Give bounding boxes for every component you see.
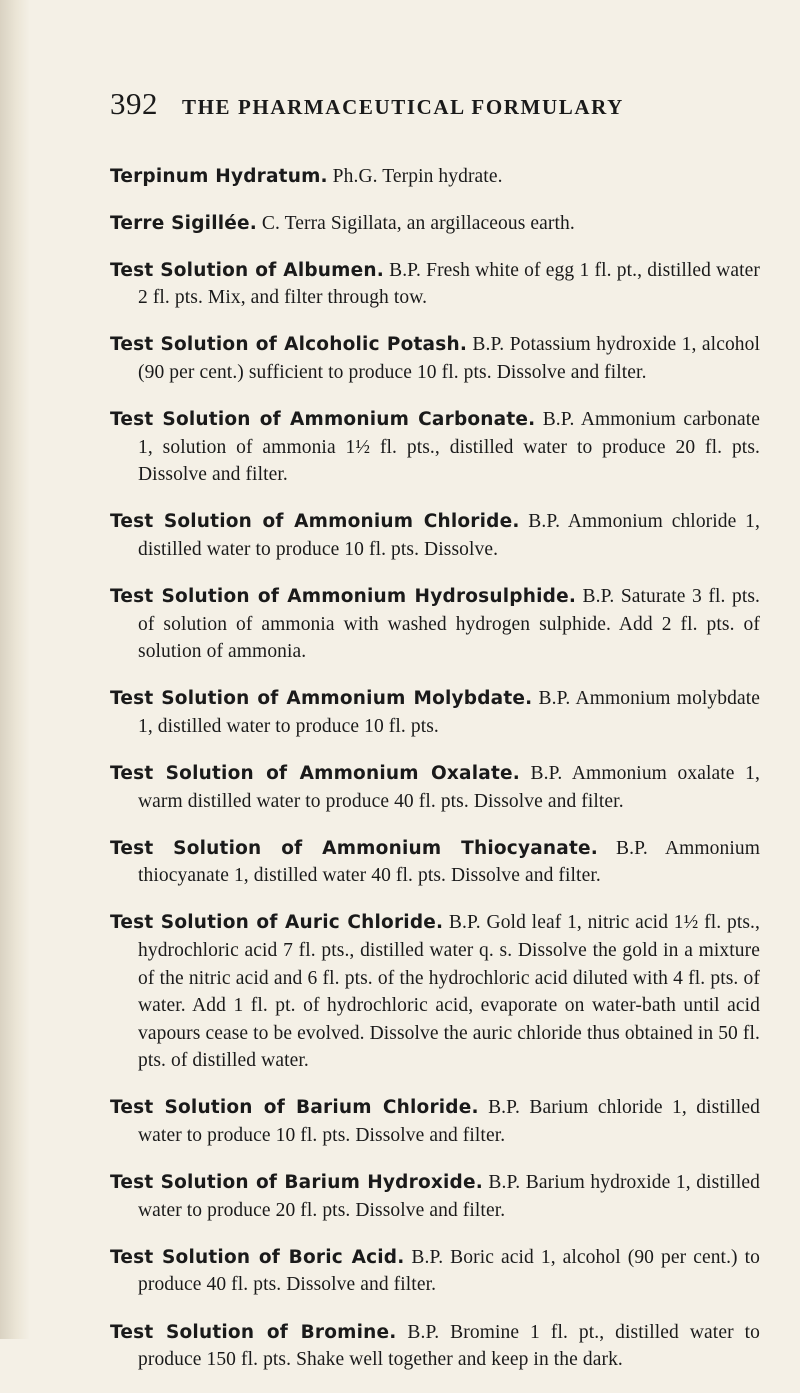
entry-body: B.P. Saturate 3 fl. pts. of solution of ammonia with washed hydrogen sulphide. Add 2 fl. pts. of solution of ammonia. bbox=[138, 586, 760, 663]
entry-title: Test Solution of Ammonium Oxalate. bbox=[110, 763, 520, 784]
running-head: THE PHARMACEUTICAL FORMULARY bbox=[182, 95, 624, 119]
entry-title: Test Solution of Alcoholic Potash. bbox=[110, 334, 468, 356]
entry-body: B.P. Bromine 1 fl. pt., distilled water to produce 150 fl. pts. Shake well together and keep in the dark. bbox=[138, 1321, 760, 1371]
entry-body: B.P. Fresh white of egg 1 fl. pt., distilled water 2 fl. pts. Mix, and filter through tow. bbox=[138, 259, 760, 309]
entry-bromine bbox=[110, 1319, 760, 1374]
entry-title: Terpinum Hydratum. bbox=[110, 165, 328, 187]
entry-title: Test Solution of Boric Acid. bbox=[110, 1246, 405, 1268]
entry-body: Ph.G. Terpin hydrate. bbox=[332, 165, 503, 187]
entry-title: Test Solution of Barium Chloride. bbox=[110, 1097, 479, 1119]
page-number: 392 bbox=[110, 86, 158, 121]
entry-body: B.P. Barium hydroxide 1, distilled water to produce 20 fl. pts. Dissolve and filter. bbox=[138, 1172, 760, 1221]
entry-body: C. Terra Sigillata, an argillaceous earth. bbox=[261, 212, 575, 234]
entry-body: B.P. Ammonium thiocyanate 1, distilled water 40 fl. pts. Dissolve and filter. bbox=[138, 837, 761, 887]
entry-auric-chloride bbox=[110, 909, 760, 1075]
entry-body: B.P. Ammonium chloride 1, distilled water to produce 10 fl. pts. Dissolve. bbox=[138, 511, 761, 560]
entry-title: Terre Sigillée. bbox=[110, 212, 257, 234]
entry-ammonium-thiocyanate bbox=[110, 835, 760, 890]
entry-title: Test Solution of Ammonium Hydrosulphide. bbox=[110, 586, 577, 608]
entry-ammonium-molybdate bbox=[110, 685, 760, 740]
entry-title: Test Solution of Ammonium Chloride. bbox=[110, 511, 520, 533]
entry-title: Test Solution of Bromine. bbox=[110, 1321, 397, 1343]
entry-title: Test Solution of Ammonium Thiocyanate. bbox=[110, 837, 598, 859]
entry-boric-acid bbox=[110, 1244, 760, 1299]
entry-ammonium-hydrosulphide bbox=[110, 583, 760, 666]
entry-body: B.P. Barium chloride 1, distilled water to produce 10 fl. pts. Dissolve and filter. bbox=[138, 1097, 761, 1147]
entry-title: Test Solution of Ammonium Carbonate. bbox=[110, 409, 536, 431]
page-header bbox=[110, 86, 750, 126]
entry-terpinum-hydratum bbox=[110, 163, 760, 191]
entry-albumen bbox=[110, 257, 760, 312]
entry-ammonium-chloride bbox=[110, 508, 760, 563]
entry-title: Test Solution of Ammonium Molybdate. bbox=[110, 688, 533, 710]
entry-ammonium-carbonate bbox=[110, 406, 760, 489]
entry-barium-hydroxide bbox=[110, 1169, 760, 1224]
entry-body: B.P. Ammonium oxalate 1, warm distilled water to produce 40 fl. pts. Dissolve and filter. bbox=[138, 763, 760, 812]
page-edge-shadow bbox=[0, 0, 30, 1339]
entry-title: Test Solution of Barium Hydroxide. bbox=[110, 1172, 483, 1194]
entry-barium-chloride bbox=[110, 1094, 760, 1149]
entry-body: B.P. Boric acid 1, alcohol (90 per cent.) to produce 40 fl. pts. Dissolve and filter. bbox=[138, 1246, 760, 1296]
entry-body: B.P. Ammonium carbonate 1, solution of ammonia 1½ fl. pts., distilled water to produce 20 fl. pts. Dissolve and filter. bbox=[138, 409, 760, 486]
entry-body: B.P. Gold leaf 1, nitric acid 1½ fl. pts., hydrochloric acid 7 fl. pts., distilled water q. s. Dissolve the gold in a mixture of the nitric acid and 6 fl. pts. of the hydrochloric acid diluted with 4 fl. pts. of water. Add 1 fl. pt. of hydrochloric acid, evaporate on water-bath until acid vapours cease to be evolved. Dissolve the auric chloride thus obtained in 50 fl. pts. of distilled water. bbox=[138, 912, 760, 1072]
entry-alcoholic-potash bbox=[110, 331, 760, 386]
entry-body: B.P. Ammonium molybdate 1, distilled water to produce 10 fl. pts. bbox=[138, 688, 761, 737]
entry-terre-sigillee bbox=[110, 210, 760, 238]
entry-title: Test Solution of Auric Chloride. bbox=[110, 912, 444, 934]
entry-body: B.P. Potassium hydroxide 1, alcohol (90 per cent.) sufficient to produce 10 fl. pts. Dissolve and filter. bbox=[138, 334, 761, 383]
formulary-entries bbox=[110, 143, 760, 1393]
entry-title: Test Solution of Albumen. bbox=[110, 259, 384, 281]
entry-ammonium-oxalate bbox=[110, 760, 760, 815]
